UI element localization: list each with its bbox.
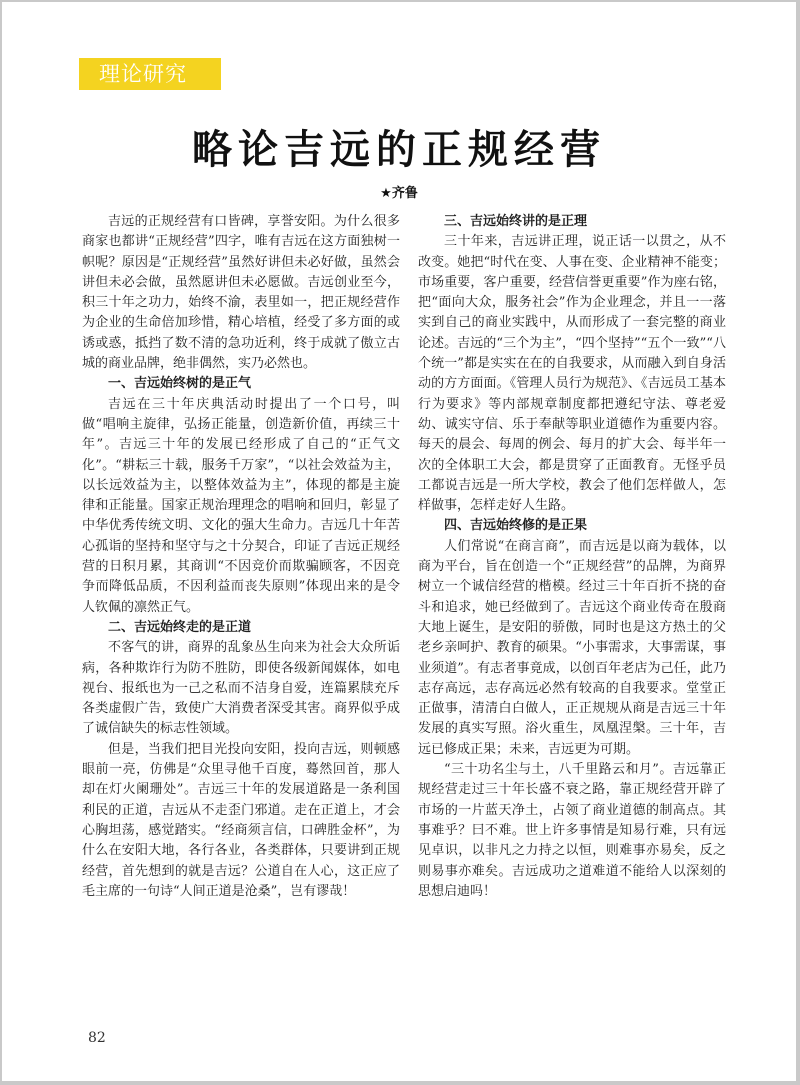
paragraph: 不客气的讲，商界的乱象丛生向来为社会大众所诟病，各种欺诈行为防不胜防，即使各级新闻媒体，如电视台、报纸也为一己之私而不洁身自爱，连篇累牍充斥各类虚假广告，致使广大消费者深受其害。商界似乎成了诚信缺失的标志性领域。 [82, 640, 400, 737]
section-heading: 二、吉远始终走的是正道 [108, 619, 252, 635]
paragraph: 人们常说“在商言商”，而吉远是以商为载体，以商为平台，旨在创造一个“正规经营”的品牌，为商界树立一个诚信经营的楷模。经过三十年百折不挠的奋斗和追求，她已经做到了。吉远这个商业传奇在殷商大地上诞生，是安阳的骄傲，同时也是这方热土的父老乡亲呵护、教育的硕果。“小事需求，大事需谋，事业须道”。有志者事竟成，以创百年老店为己任，此乃志存高远，志存高远必然有较高的自我要求。堂堂正正做事，清清白白做人，正正规规从商是吉远三十年发展的真实写照。浴火重生，凤凰涅槃。三十年，吉远已修成正果；未来，吉远更为可期。 [418, 538, 726, 757]
paragraph: 吉远的正规经营有口皆碑，享誉安阳。为什么很多商家也都讲“正规经营”四字，唯有吉远在这方面独树一帜呢？原因是“正规经营”虽然好讲但未必好做，虽然会讲但未必会做，虽然愿讲但未必愿做。吉远创业至今，积三十年之功力，始终不渝，表里如一，把正规经营作为企业的生命倍加珍惜，精心培植，经受了多方面的或诱或惑，抵挡了数不清的急功近利，终于成就了傲立古城的商业品牌，绝非偶然，实乃必然也。 [82, 214, 400, 372]
paragraph: 三十年来，吉远讲正理，说正话一以贯之，从不改变。她把“时代在变、人事在变、企业精神不能变；市场重要，客户重要，经营信誉更重要”作为座右铭，把“面向大众，服务社会”作为企业理念，并且一一落实到自己的商业实践中，从而形成了一套完整的商业论述。吉远的“三个为主”，“四个坚持”“五个一致”“八个统一”都是实实在在的自我要求，从而融入到自身活动的方方面面。《管理人员行为规范》、《吉远员工基本行为要求》等内部规章制度都把遵纪守法、尊老爱幼、诚实守信、乐于奉献等职业道德作为重要内容。每天的晨会、每周的例会、每月的扩大会、每半年一次的全体职工大会，都是贯穿了正面教育。无怪乎员工都说吉远是一所大学校，教会了他们怎样做人，怎样做事，怎样走好人生路。 [418, 234, 726, 514]
left-column [82, 212, 400, 902]
section-heading: 一、吉远始终树的是正气 [108, 376, 252, 392]
page-number: 82 [88, 1030, 106, 1046]
right-column [418, 212, 726, 902]
paragraph: “三十功名尘与土，八千里路云和月”。吉远靠正规经营走过三十年长盛不衰之路，靠正规经营开辟了市场的一片蓝天净土，占领了商业道德的制高点。其事难乎？曰不难。世上许多事情是知易行难，只有远见卓识，以非凡之力持之以恒，则难事亦易矣，反之则易事亦难矣。吉远成功之道难道不能给人以深刻的思想启迪吗！ [418, 762, 726, 899]
section-heading: 三、吉远始终讲的是正理 [444, 214, 588, 229]
author-byline: ★齐鲁 [380, 186, 418, 201]
section-tag: 理论研究 [79, 58, 221, 90]
paragraph: 吉远在三十年庆典活动时提出了一个口号，叫做“唱响主旋律，弘扬正能量，创造新价值，再续三十年”。吉远三十年的发展已经形成了自己的“正气文化”。“耕耘三十载，服务千万家”，“以社会效益为主，以长远效益为主，以整体效益为主”，体现的都是主旋律和正能量。国家正规治理理念的唱响和回归，彰显了中华优秀传统文明、文化的强大生命力。吉远几十年苦心孤诣的坚持和坚守与之十分契合，印证了吉远正规经营的日积月累，其商训“不因竞价而欺骗顾客，不因竞争而降低品质，不因利益而丧失原则”体现出来的是令人钦佩的凛然正气。 [82, 396, 400, 615]
section-heading: 四、吉远始终修的是正果 [444, 518, 588, 534]
article-title: 略论吉远的正规经营 [192, 126, 606, 173]
paragraph: 但是，当我们把目光投向安阳，投向吉远，则顿感眼前一亮，仿佛是“众里寻他千百度，蓦然回首，那人却在灯火阑珊处”。吉远三十年的发展道路是一条利国利民的正道，吉远从不走歪门邪道。走在正道上，才会心胸坦荡，感觉踏实。“经商须言信，口碑胜金杯”，为什么在安阳大地，各行各业，各类群体，只要讲到正规经营，首先想到的就是吉远？公道自在人心，这正应了毛主席的一句诗“人间正道是沧桑”，岂有谬哉！ [82, 741, 400, 899]
